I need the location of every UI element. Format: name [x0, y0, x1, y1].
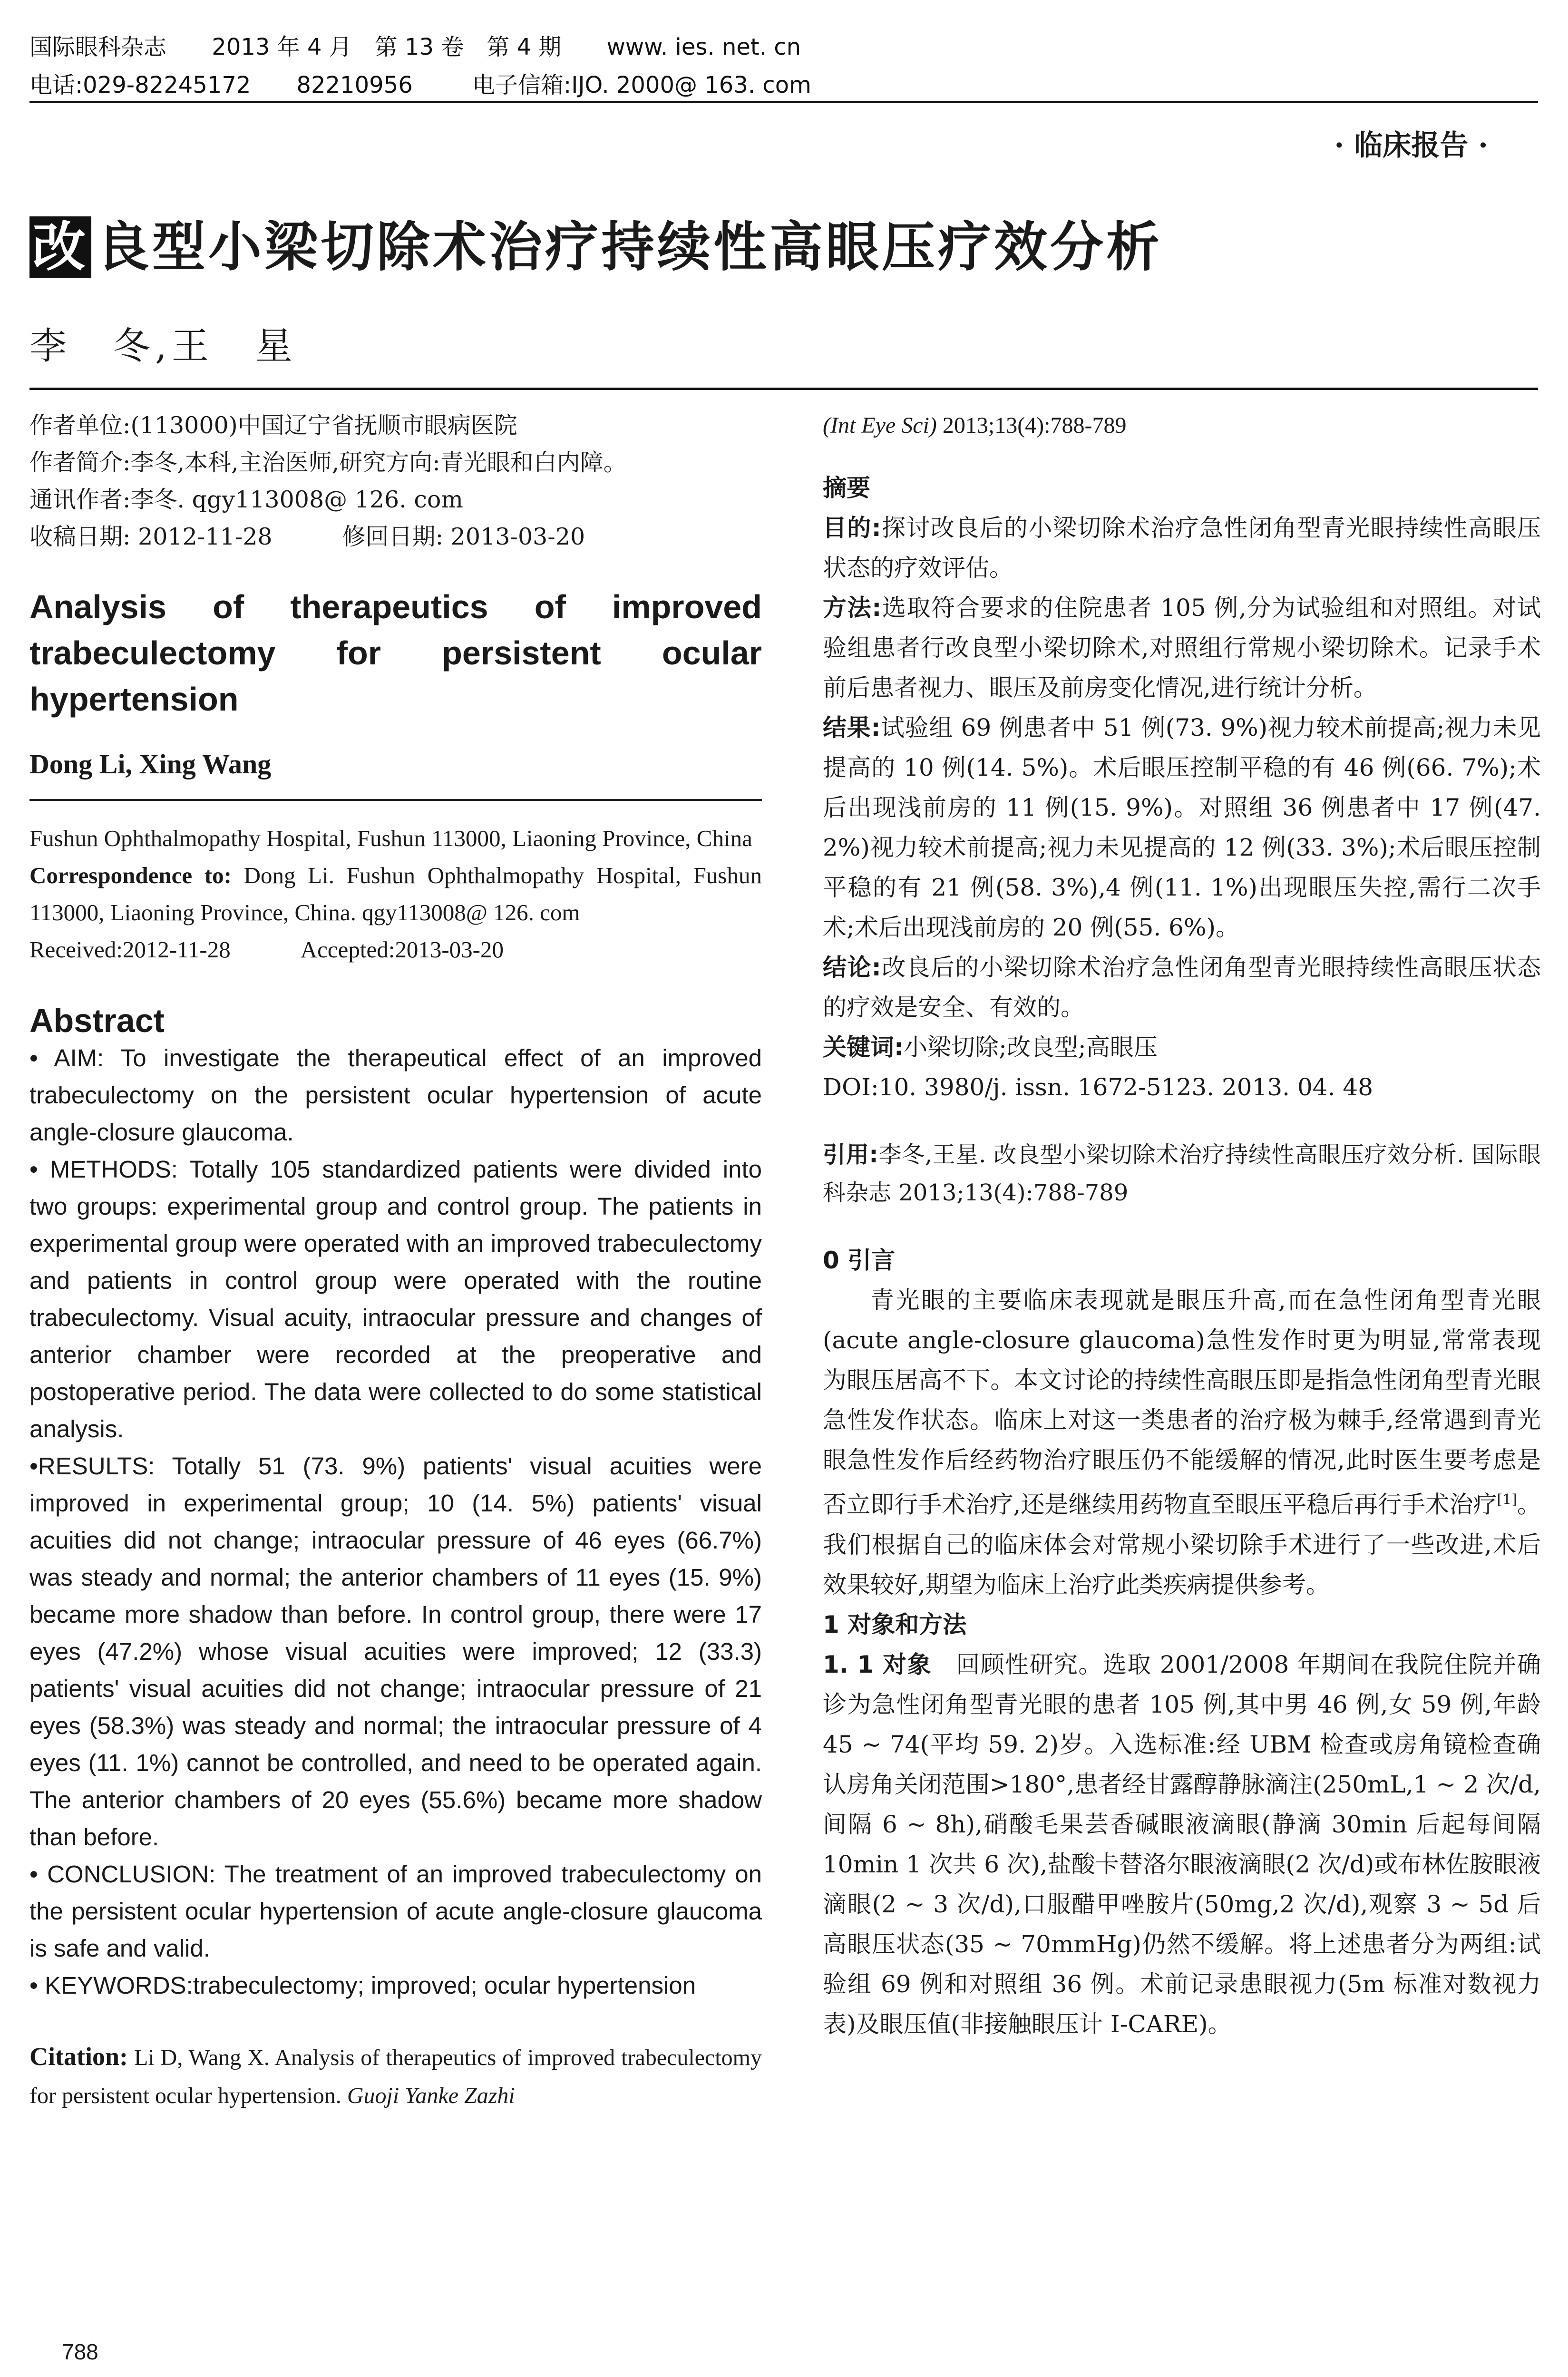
citation-journal: Guoji Yanke Zazhi	[347, 2083, 515, 2108]
conclusion-label: • CONCLUSION:	[29, 1861, 216, 1888]
abstract-aim: • AIM: To investigate the therapeutical effect of an improved trabeculectomy on the persistent ocular hypertension of acute angle-closure glaucoma.	[29, 1044, 762, 1146]
affiliation: Fushun Ophthalmopathy Hospital, Fushun 113000, Liaoning Province, China	[29, 825, 752, 851]
abstract-conclusion: • CONCLUSION: The treatment of an improved trabeculectomy on the persistent ocular hypertension of acute angle-closure glaucoma is safe and valid.	[29, 1861, 762, 1962]
keywords-label: • KEYWORDS:	[29, 1972, 193, 1999]
journal-header-line2	[29, 67, 811, 99]
abstract-cn-aim: 目的:探讨改良后的小梁切除术治疗急性闭角型青光眼持续性高眼压状态的疗效评估。	[823, 514, 1541, 582]
abstract-cn-heading: 摘要	[823, 474, 870, 502]
section-0-heading: 0 引言	[823, 1247, 896, 1274]
section-tag: · 临床报告 ·	[1334, 129, 1488, 162]
received-accepted: Received:2012-11-28 Accepted:2013-03-20	[29, 936, 504, 963]
header-rule	[29, 101, 1538, 103]
title-first-char: 改	[29, 216, 91, 278]
title-rest: 良型小梁切除术治疗持续性高眼压疗效分析	[96, 216, 1162, 278]
abstract-en	[29, 1040, 762, 2004]
author-info	[29, 407, 762, 555]
corresponding-author: 通讯作者:李冬. qgy113008@ 126. com	[29, 486, 463, 513]
affiliation-block	[29, 820, 762, 968]
abstract-cn-conclusion: 结论:改良后的小梁切除术治疗急性闭角型青光眼持续性高眼压状态的疗效是安全、有效的。	[823, 954, 1541, 1021]
issue-info: 2013 年 4 月 第 13 卷 第 4 期	[212, 34, 562, 60]
correspondence	[29, 857, 762, 931]
left-column	[29, 407, 762, 2115]
journal-name: 国际眼科杂志	[29, 34, 167, 60]
author-unit: 作者单位:(113000)中国辽宁省抚顺市眼病医院	[29, 412, 517, 439]
intro-paragraph: 青光眼的主要临床表现就是眼压升高,而在急性闭角型青光眼(acute angle-closure glaucoma)急性发作时更为明显,常常表现为眼压居高不下。本文讨论的持续性高眼压即是指急性闭角型青光眼急性发作状态。临床上对这一类患者的治疗极为棘手,经常遇到青光眼急性发作后经药物治疗眼压仍不能缓解的情况,此时医生要考虑是否立即行手术治疗,还是继续用药物直至眼压平稳后再行手术治疗[1]。我们根据自己的临床体会对常规小梁切除手术进行了一些改进,术后效果较好,期望为临床上治疗此类疾病提供参考。	[823, 1286, 1541, 1598]
methods-label: • METHODS:	[29, 1156, 178, 1183]
correspondence-text: Dong Li. Fushun Ophthalmopathy Hospital, Fushun 113000, Liaoning Province, China. qgy113008@ 126. com	[29, 862, 762, 925]
reference-1[interactable]: [1]	[1497, 1491, 1517, 1508]
citation-label: Citation:	[29, 2042, 128, 2071]
abstract-cn-methods: 方法:选取符合要求的住院患者 105 例,分为试验组和对照组。对试验组患者行改良型小梁切除术,对照组行常规小梁切除术。记录手术前后患者视力、眼压及前房变化情况,进行统计分析。	[823, 594, 1541, 701]
title-rule	[29, 388, 1538, 390]
abstract-methods: • METHODS: Totally 105 standardized patients were divided into two groups: experimental group and control group. The patients in experimental group were operated with an improved trabeculectomy and patients in control group were operated with the routine trabeculectomy. Visual acuity, intraocular pressure and changes of anterior chamber were recorded at the preoperative and postoperative period. The data were collected to do some statistical analysis.	[29, 1156, 762, 1442]
authors-en: Dong Li, Xing Wang	[29, 749, 272, 779]
subsection-1-1-label: 1. 1 对象	[823, 1650, 932, 1678]
author-bio: 作者简介:李冬,本科,主治医师,研究方向:青光眼和白内障。	[29, 449, 627, 476]
doi[interactable]: DOI:10. 3980/j. issn. 1672-5123. 2013. 04. 48	[823, 1073, 1373, 1101]
section-1-heading: 1 对象和方法	[823, 1610, 967, 1638]
citation-cn: 引用:李冬,王星. 改良型小梁切除术治疗持续性高眼压疗效分析. 国际眼科杂志 2013;13(4):788-789	[823, 1141, 1541, 1206]
journal-header-line1	[29, 29, 801, 61]
aim-label: • AIM:	[29, 1044, 104, 1072]
website[interactable]: www. ies. net. cn	[606, 34, 801, 60]
dates-cn: 收稿日期: 2012-11-28 修回日期: 2013-03-20	[29, 523, 585, 550]
authors-cn: 李 冬,王 星	[29, 325, 297, 368]
article-title-cn	[29, 205, 1162, 281]
correspondence-label: Correspondence to:	[29, 862, 232, 888]
results-label: •RESULTS:	[29, 1452, 155, 1480]
citation-en: Citation: Li D, Wang X. Analysis of therapeutics of improved trabeculectomy for persistent ocular hypertension. Guoji Yanke Zazhi	[29, 2042, 762, 2108]
article-title-en: Analysis of therapeutics of improved trabeculectomy for persistent ocular hypertension	[29, 588, 762, 718]
right-column	[823, 407, 1541, 2044]
abstract-heading: Abstract	[29, 1002, 165, 1039]
abstract-results: •RESULTS: Totally 51 (73. 9%) patients' visual acuities were improved in experimental group; 10 (14. 5%) patients' visual acuities did not change; intraocular pressure of 46 eyes (66.7%) was steady and normal; the anterior chambers of 11 eyes (15. 9%) became more shadow than before. In control group, there were 17 eyes (47.2%) whose visual acuities were improved; 12 (33.3) patients' visual acuities did not change; intraocular pressure of 21 eyes (58.3%) was steady and normal; the intraocular pressure of 4 eyes (11. 1%) cannot be controlled, and need to be operated again. The anterior chambers of 20 eyes (55.6%) became more shadow than before.	[29, 1452, 762, 1851]
abstract-cn-results: 结果:试验组 69 例患者中 51 例(73. 9%)视力较术前提高;视力未见提高的 10 例(14. 5%)。术后眼压控制平稳的有 46 例(66. 7%);术后出现浅前房的 11 例(15. 9%)。对照组 36 例患者中 17 例(47. 2%)视力较术前提高;视力未见提高的 12 例(33. 3%);术后眼压控制平稳的有 21 例(58. 3%),4 例(11. 1%)出现眼压失控,需行二次手术;术后出现浅前房的 20 例(55. 6%)。	[823, 714, 1541, 941]
citation-continued: (Int Eye Sci) 2013;13(4):788-789	[823, 413, 1127, 438]
page-number: 788	[62, 2339, 98, 2364]
phone: 电话:029-82245172 82210956	[29, 72, 413, 98]
abstract-keywords: • KEYWORDS:trabeculectomy; improved; ocular hypertension	[29, 1972, 696, 1999]
subsection-1-1: 1. 1 对象 回顾性研究。选取 2001/2008 年期间在我院住院并确诊为急性闭角型青光眼的患者 105 例,其中男 46 例,女 59 例,年龄 45 ~ 74(平均 59. 2)岁。入选标准:经 UBM 检查或房角镜检查确认房角关闭范围>180°,患者经甘露醇静脉滴注(250mL,1 ~ 2 次/d,间隔 6 ~ 8h),硝酸毛果芸香碱眼液滴眼(静滴 30min 后起每间隔 10min 1 次共 6 次),盐酸卡替洛尔眼液滴眼(2 次/d)或布林佐胺眼液滴眼(2 ~ 3 次/d),口服醋甲唑胺片(50mg,2 次/d),观察 3 ~ 5d 后高眼压状态(35 ~ 70mmHg)仍然不缓解。将上述患者分为两组:试验组 69 例和对照组 36 例。术前记录患眼视力(5m 标准对数视力表)及眼压值(非接触眼压计 I-CARE)。	[823, 1650, 1541, 2038]
email[interactable]: 电子信箱:IJO. 2000@ 163. com	[472, 72, 811, 98]
abstract-cn-keywords: 关键词:小梁切除;改良型;高眼压	[823, 1033, 1158, 1061]
